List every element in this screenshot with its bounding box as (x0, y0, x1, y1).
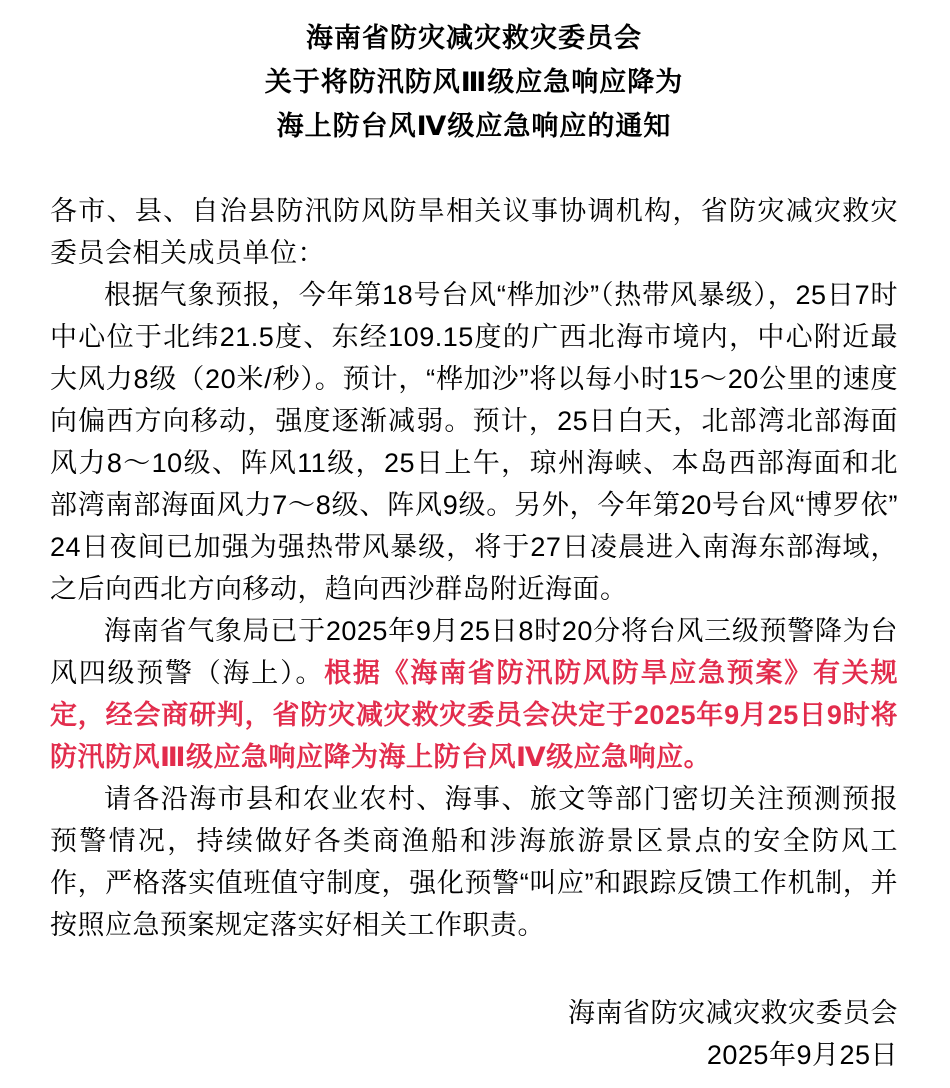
salutation: 各市、县、自治县防汛防风防旱相关议事协调机构，省防灾减灾救灾委员会相关成员单位： (50, 196, 898, 268)
paragraph-work-requirements: 请各沿海市县和农业农村、海事、旅文等部门密切关注预测预报预警情况，持续做好各类商渔船和涉海旅游景区景点的安全防风工作，严格落实值班值守制度，强化预警“叫应”和跟踪反馈工作机制，并按照应急预案规定落实好相关工作职责。 (50, 784, 898, 940)
notice-body (50, 190, 898, 946)
notice-title (50, 16, 898, 148)
signature-date: 2025年9月25日 (706, 1040, 898, 1070)
title-line-subject-2: 海上防台风Ⅳ级应急响应的通知 (276, 111, 672, 141)
decision-highlight-text: 根据《海南省防汛防风防旱应急预案》有关规定，经会商研判，省防灾减灾救灾委员会决定于2025年9月25日9时将防汛防风Ⅲ级应急响应降为海上防台风Ⅳ级应急响应。 (50, 658, 899, 772)
decision-prefix-text: 海南省气象局已于2025年9月25日8时20分将台风三级预警降为台风四级预警（海上）。 (50, 616, 898, 688)
signature-issuer: 海南省防灾减灾救灾委员会 (568, 998, 898, 1028)
paragraph-typhoon-forecast: 根据气象预报，今年第18号台风“桦加沙”（热带风暴级），25日7时中心位于北纬21.5度、东经109.15度的广西北海市境内，中心附近最大风力8级（20米/秒）。预计，“桦加沙”将以每小时15～20公里的速度向偏西方向移动，强度逐渐减弱。预计，25日白天，北部湾北部海面风力8～10级、阵风11级，25日上午，琼州海峡、本岛西部海面和北部湾南部海面风力7～8级、阵风9级。另外，今年第20号台风“博罗依”24日夜间已加强为强热带风暴级，将于27日凌晨进入南海东部海域，之后向西北方向移动，趋向西沙群岛附近海面。 (50, 280, 898, 604)
title-line-issuer: 海南省防灾减灾救灾委员会 (306, 23, 642, 53)
signature-block (50, 992, 898, 1076)
paragraph-response-decision (50, 610, 898, 778)
title-line-subject-1: 关于将防汛防风Ⅲ级应急响应降为 (264, 67, 684, 97)
